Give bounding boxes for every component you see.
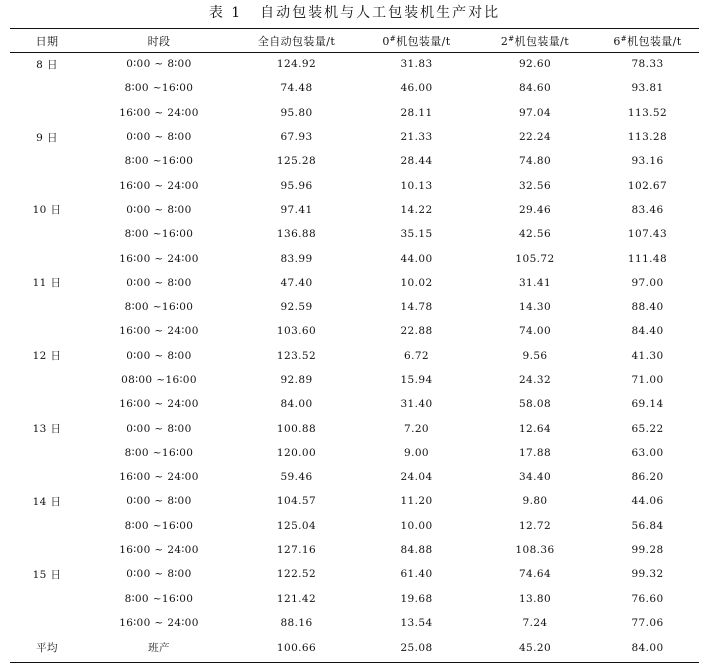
period-cell: 16∶00 ~ 24∶00 — [119, 471, 199, 484]
header-machine-0-text: 0 — [382, 34, 390, 48]
table-row — [10, 246, 699, 270]
machine-6-cell: 99.32 — [631, 568, 664, 581]
period-cell: 8∶00 ~16∶00 — [124, 82, 194, 95]
date-cell: 15 日 — [32, 568, 62, 581]
machine-6-cell: 113.52 — [627, 106, 668, 119]
table-row — [10, 149, 699, 173]
machine-0-cell: 28.11 — [400, 106, 433, 119]
header-machine-0 — [359, 29, 474, 52]
machine-2-cell: 13.80 — [518, 592, 552, 605]
date-cell: 14 日 — [32, 495, 62, 508]
date-cell — [10, 368, 84, 392]
auto-cell: 95.96 — [280, 179, 313, 192]
table-title: 自动包装机与人工包装机生产对比 — [260, 5, 501, 21]
machine-0-cell: 46.00 — [400, 82, 433, 95]
table-number: 表 1 — [208, 5, 243, 21]
date-cell — [10, 392, 84, 416]
machine-0-cell: 11.20 — [400, 495, 433, 508]
period-cell: 0∶00 ~ 8∶00 — [126, 495, 192, 508]
machine-0-cell: 10.13 — [400, 179, 433, 192]
period-cell: 16∶00 ~ 24∶00 — [119, 252, 199, 265]
machine-0-cell: 15.94 — [400, 374, 433, 386]
machine-2-cell: 45.20 — [518, 641, 552, 654]
auto-cell: 95.80 — [280, 106, 313, 119]
date-cell — [10, 514, 84, 538]
auto-cell: 120.00 — [276, 446, 317, 459]
machine-6-cell: 65.22 — [631, 422, 664, 435]
date-cell — [10, 441, 84, 465]
machine-6-cell: 41.30 — [631, 349, 664, 362]
machine-0-cell: 22.88 — [400, 325, 433, 338]
date-cell: 10 日 — [32, 204, 62, 217]
machine-6-cell: 69.14 — [631, 398, 664, 411]
period-cell: 08∶00 ~16∶00 — [121, 374, 197, 386]
table-row — [10, 319, 699, 343]
period-cell: 8∶00 ~16∶00 — [124, 592, 194, 605]
period-cell: 8∶00 ~16∶00 — [124, 228, 194, 241]
machine-6-cell: 99.28 — [631, 544, 664, 557]
header-date-text: 日期 — [35, 34, 59, 48]
auto-cell: 125.28 — [276, 155, 317, 168]
machine-6-cell: 102.67 — [627, 179, 668, 192]
header-period — [84, 29, 234, 52]
machine-2-cell: 32.56 — [518, 179, 552, 192]
production-table — [10, 29, 699, 660]
date-cell: 9 日 — [36, 131, 58, 144]
date-cell — [10, 295, 84, 319]
machine-2-cell: 74.80 — [518, 155, 552, 168]
header-machine-2-suffix: 机包装量/t — [514, 34, 570, 48]
header-machine-6-sup: # — [620, 34, 628, 43]
machine-2-cell: 74.00 — [518, 325, 552, 338]
date-cell — [10, 319, 84, 343]
machine-0-cell: 28.44 — [400, 155, 433, 168]
bottom-rule — [10, 662, 699, 663]
machine-2-cell: 9.80 — [522, 495, 548, 508]
table-row — [10, 538, 699, 562]
auto-cell: 92.59 — [280, 301, 313, 314]
table-row — [10, 173, 699, 197]
machine-2-cell: 42.56 — [518, 228, 552, 241]
machine-6-cell: 107.43 — [627, 228, 668, 241]
date-cell — [10, 173, 84, 197]
machine-2-cell: 84.60 — [518, 82, 552, 95]
machine-6-cell: 71.00 — [631, 374, 664, 386]
period-cell: 16∶00 ~ 24∶00 — [119, 106, 199, 119]
table-row — [10, 587, 699, 611]
table-row — [10, 125, 699, 149]
table-row — [10, 368, 699, 392]
auto-cell: 92.89 — [280, 374, 313, 386]
machine-6-cell: 83.46 — [631, 203, 664, 216]
machine-2-cell: 12.72 — [518, 519, 552, 532]
machine-2-cell: 29.46 — [518, 203, 552, 216]
table-row — [10, 222, 699, 246]
machine-0-cell: 84.88 — [400, 544, 433, 557]
header-auto — [234, 29, 359, 52]
header-machine-2-text: 2 — [500, 34, 509, 48]
table-row — [10, 611, 699, 635]
machine-0-cell: 6.72 — [404, 349, 429, 362]
machine-2-cell: 17.88 — [518, 446, 552, 459]
date-cell — [10, 611, 84, 635]
table-row — [10, 198, 699, 222]
machine-0-cell: 25.08 — [400, 641, 433, 654]
table-row — [10, 101, 699, 125]
machine-6-cell: 93.16 — [631, 155, 664, 168]
machine-6-cell: 111.48 — [627, 252, 668, 265]
date-cell — [10, 149, 84, 173]
machine-6-cell: 86.20 — [631, 471, 664, 484]
machine-0-cell: 9.00 — [404, 446, 429, 459]
date-cell: 11 日 — [32, 277, 62, 290]
machine-2-cell: 14.30 — [518, 301, 552, 314]
period-cell: 0∶00 ~ 8∶00 — [126, 568, 192, 581]
period-cell: 0∶00 ~ 8∶00 — [126, 422, 192, 435]
machine-0-cell: 19.68 — [400, 592, 433, 605]
header-machine-6-text: 6 — [613, 34, 621, 48]
machine-2-cell: 74.64 — [518, 568, 552, 581]
machine-2-cell: 108.36 — [515, 544, 555, 557]
date-cell: 12 日 — [32, 350, 62, 363]
machine-6-cell: 56.84 — [631, 519, 664, 532]
auto-cell: 100.88 — [276, 422, 317, 435]
machine-6-cell: 77.06 — [631, 616, 664, 629]
date-cell — [10, 222, 84, 246]
auto-cell: 122.52 — [276, 568, 317, 581]
auto-cell: 100.66 — [276, 641, 317, 654]
machine-2-cell: 31.41 — [518, 276, 552, 289]
period-cell: 8∶00 ~16∶00 — [124, 301, 194, 314]
machine-6-cell: 63.00 — [631, 446, 664, 459]
machine-6-cell: 84.40 — [631, 325, 664, 338]
machine-0-cell: 24.04 — [400, 471, 433, 484]
table-row — [10, 52, 699, 76]
table-row — [10, 562, 699, 586]
date-cell — [10, 76, 84, 100]
period-cell: 0∶00 ~ 8∶00 — [126, 276, 192, 289]
auto-cell: 125.04 — [276, 519, 317, 532]
table-body — [10, 52, 699, 660]
period-cell: 16∶00 ~ 24∶00 — [119, 325, 199, 338]
auto-cell: 59.46 — [280, 471, 313, 484]
table-row — [10, 489, 699, 513]
machine-2-cell: 9.56 — [522, 349, 548, 362]
header-auto-text: 全自动包装量/t — [257, 34, 336, 48]
machine-6-cell: 76.60 — [631, 592, 664, 605]
table-row — [10, 76, 699, 100]
date-cell — [10, 587, 84, 611]
machine-0-cell: 14.22 — [400, 203, 433, 216]
period-cell: 0∶00 ~ 8∶00 — [126, 203, 192, 216]
machine-6-cell: 88.40 — [631, 301, 664, 314]
machine-2-cell: 12.64 — [518, 422, 552, 435]
machine-2-cell: 58.08 — [518, 398, 552, 411]
machine-6-cell: 78.33 — [631, 58, 664, 71]
table-row — [10, 416, 699, 440]
period-cell: 16∶00 ~ 24∶00 — [119, 544, 199, 557]
period-cell: 8∶00 ~16∶00 — [124, 155, 194, 168]
header-machine-2-sup: # — [508, 34, 515, 43]
header-date — [10, 29, 84, 52]
average-row — [10, 635, 699, 660]
date-cell — [10, 246, 84, 270]
table-row — [10, 271, 699, 295]
machine-6-cell: 84.00 — [631, 641, 664, 654]
table-row — [10, 344, 699, 368]
machine-0-cell: 13.54 — [400, 616, 433, 629]
date-cell: 13 日 — [32, 423, 62, 436]
machine-0-cell: 7.20 — [404, 422, 429, 435]
machine-0-cell: 31.40 — [400, 398, 433, 411]
machine-0-cell: 31.83 — [400, 58, 433, 71]
auto-cell: 97.41 — [280, 203, 313, 216]
period-cell: 班产 — [148, 642, 170, 655]
table-row — [10, 295, 699, 319]
period-cell: 16∶00 ~ 24∶00 — [119, 398, 199, 411]
period-cell: 0∶00 ~ 8∶00 — [126, 131, 192, 144]
period-cell: 0∶00 ~ 8∶00 — [126, 349, 192, 362]
auto-cell: 123.52 — [276, 349, 317, 362]
auto-cell: 67.93 — [280, 131, 313, 144]
period-cell: 16∶00 ~ 24∶00 — [119, 179, 199, 192]
machine-6-cell: 113.28 — [627, 131, 668, 144]
date-cell — [10, 538, 84, 562]
header-machine-2 — [474, 29, 596, 52]
table-row — [10, 514, 699, 538]
auto-cell: 88.16 — [280, 616, 313, 629]
table-caption — [0, 2, 709, 24]
date-cell: 平均 — [36, 642, 58, 655]
date-cell — [10, 101, 84, 125]
machine-6-cell: 93.81 — [631, 82, 664, 95]
auto-cell: 83.99 — [280, 252, 313, 265]
auto-cell: 103.60 — [276, 325, 317, 338]
table-row — [10, 392, 699, 416]
period-cell: 16∶00 ~ 24∶00 — [119, 616, 199, 629]
date-cell — [10, 465, 84, 489]
auto-cell: 84.00 — [280, 398, 313, 411]
auto-cell: 74.48 — [280, 82, 313, 95]
machine-6-cell: 97.00 — [631, 276, 664, 289]
machine-2-cell: 22.24 — [518, 131, 552, 144]
machine-6-cell: 44.06 — [631, 495, 664, 508]
period-cell: 8∶00 ~16∶00 — [124, 519, 194, 532]
machine-0-cell: 21.33 — [400, 131, 433, 144]
period-cell: 0∶00 ~ 8∶00 — [126, 58, 192, 71]
machine-0-cell: 44.00 — [400, 252, 433, 265]
machine-0-cell: 14.78 — [400, 301, 433, 314]
header-period-text: 时段 — [147, 34, 171, 48]
header-machine-6 — [596, 29, 699, 52]
auto-cell: 136.88 — [276, 228, 317, 241]
period-cell: 8∶00 ~16∶00 — [124, 446, 194, 459]
machine-2-cell: 92.60 — [518, 58, 552, 71]
header-machine-6-suffix: 机包装量/t — [627, 34, 682, 48]
date-cell: 8 日 — [36, 58, 58, 71]
machine-2-cell: 7.24 — [522, 616, 548, 629]
header-machine-0-suffix: 机包装量/t — [396, 34, 451, 48]
machine-2-cell: 34.40 — [518, 471, 552, 484]
machine-0-cell: 10.00 — [400, 519, 433, 532]
machine-0-cell: 35.15 — [400, 228, 433, 241]
auto-cell: 127.16 — [276, 544, 317, 557]
table-row — [10, 441, 699, 465]
machine-0-cell: 10.02 — [400, 276, 433, 289]
machine-2-cell: 97.04 — [518, 106, 552, 119]
machine-0-cell: 61.40 — [400, 568, 433, 581]
header-row — [10, 29, 699, 52]
auto-cell: 124.92 — [276, 58, 317, 71]
auto-cell: 121.42 — [276, 592, 317, 605]
auto-cell: 47.40 — [280, 276, 313, 289]
table-row — [10, 465, 699, 489]
machine-2-cell: 105.72 — [515, 252, 555, 265]
header-machine-0-sup: # — [389, 34, 397, 43]
auto-cell: 104.57 — [276, 495, 317, 508]
machine-2-cell: 24.32 — [518, 374, 552, 386]
